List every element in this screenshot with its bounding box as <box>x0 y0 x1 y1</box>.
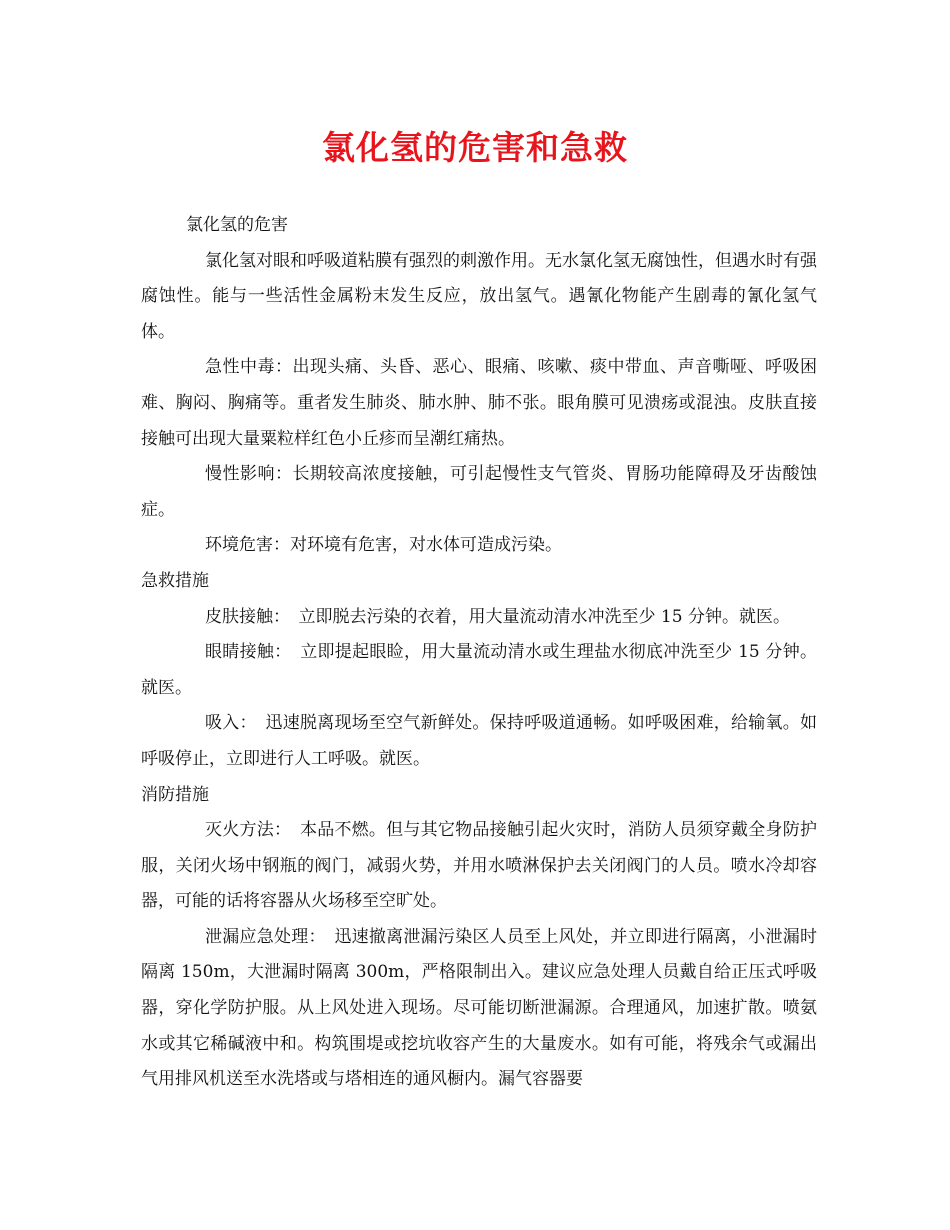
section-heading-hazards: 氯化氢的危害 <box>186 215 288 235</box>
paragraph-overview: 氯化氢对眼和呼吸道粘膜有强烈的刺激作用。无水氯化氢无腐蚀性，但遇水时有强腐蚀性。能与一些活性金属粉末发生反应，放出氢气。遇氰化物能产生剧毒的氰化氢气体。 <box>141 250 817 342</box>
paragraph-acute-poisoning: 急性中毒：出现头痛、头昏、恶心、眼痛、咳嗽、痰中带血、声音嘶哑、呼吸困难、胸闷、胸痛等。重者发生肺炎、肺水肿、肺不张。眼角膜可见溃疡或混浊。皮肤直接接触可出现大量粟粒样红色小丘疹而呈潮红痛热。 <box>141 357 817 449</box>
paragraph-environmental-hazard: 环境危害：对环境有危害，对水体可造成污染。 <box>205 535 562 556</box>
section-heading-firefighting: 消防措施 <box>141 784 209 805</box>
document-body <box>141 208 817 1098</box>
paragraph-inhalation: 吸入： 迅速脱离现场至空气新鲜处。保持呼吸道通畅。如呼吸困难，给输氧。如呼吸停止，立即进行人工呼吸。就医。 <box>141 713 817 769</box>
paragraph-leak-response: 泄漏应急处理： 迅速撤离泄漏污染区人员至上风处，并立即进行隔离，小泄漏时隔离 150m，大泄漏时隔离 300m，严格限制出入。建议应急处理人员戴自给正压式呼吸器，穿化学防护服。从上风处进入现场。尽可能切断泄漏源。合理通风，加速扩散。喷氨水或其它稀碱液中和。构筑围堤或挖坑收容产生的大量废水。如有可能，将残余气或漏出气用排风机送至水洗塔或与塔相连的通风橱内。漏气容器要 <box>141 926 817 1090</box>
paragraph-extinguishing: 灭火方法： 本品不燃。但与其它物品接触引起火灾时，消防人员须穿戴全身防护服，关闭火场中钢瓶的阀门，减弱火势，并用水喷淋保护去关闭阀门的人员。喷水冷却容器，可能的话将容器从火场移至空旷处。 <box>141 820 817 912</box>
document-title: 氯化氢的危害和急救 <box>322 128 628 167</box>
paragraph-skin-contact: 皮肤接触： 立即脱去污染的衣着，用大量流动清水冲洗至少 15 分钟。就医。 <box>205 606 790 627</box>
paragraph-eye-contact: 眼睛接触： 立即提起眼睑，用大量流动清水或生理盐水彻底冲洗至少 15 分钟。就医。 <box>141 642 817 698</box>
section-heading-first-aid: 急救措施 <box>141 570 209 591</box>
paragraph-chronic-effects: 慢性影响：长期较高浓度接触，可引起慢性支气管炎、胃肠功能障碍及牙齿酸蚀症。 <box>141 464 817 520</box>
